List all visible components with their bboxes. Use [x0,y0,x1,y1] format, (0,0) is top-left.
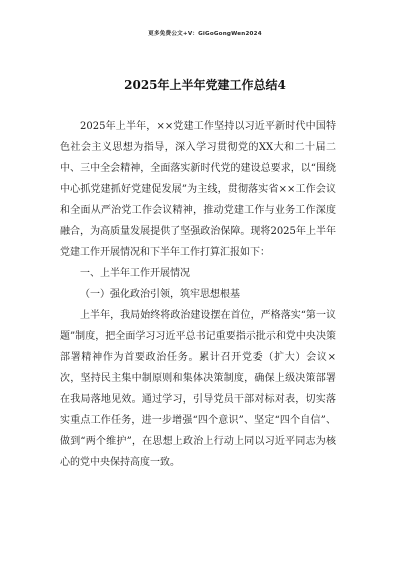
document-body [60,116,336,473]
header-note: 更多免费公文+V：GiGoGongWen2024 [148,31,262,37]
document-title: 2025年上半年党建工作总结4 [124,78,286,92]
subsection-paragraph: 上半年，我局始终将政治建设摆在首位，严格落实“第一议题”制度，把全面学习习近平总书记重要指示批示和党中央决策部署精神作为首要政治任务。累计召开党委（扩大）会议×次，坚持民主集中制原则和集体决策制度，确保上级决策部署在我局落地见效。通过学习，引导党员干部对标对表，切实落实重点工作任务，进一步增强“四个意识”、坚定“四个自信”、做到“两个维护”，在思想上政治上行动上同以习近平同志为核心的党中央保持高度一致。 [60,310,336,468]
subsection-heading: （一）强化政治引领，筑牢思想根基 [80,289,240,300]
section-heading: 一、上半年工作开展情况 [80,268,190,279]
intro-paragraph: 2025年上半年，××党建工作坚持以习近平新时代中国特色社会主义思想为指导，深入学习贯彻党的XX大和二十届二中、三中全会精神，全面落实新时代党的建设总要求，以“围绕中心抓党建抓好党建促发展”为主线，贯彻落实省××工作会议和全面从严治党工作会议精神，推动党建工作与业务工作深度融合，为高质量发展提供了坚强政治保障。现将2025年上半年党建工作开展情况和下半年工作打算汇报如下： [60,121,336,258]
